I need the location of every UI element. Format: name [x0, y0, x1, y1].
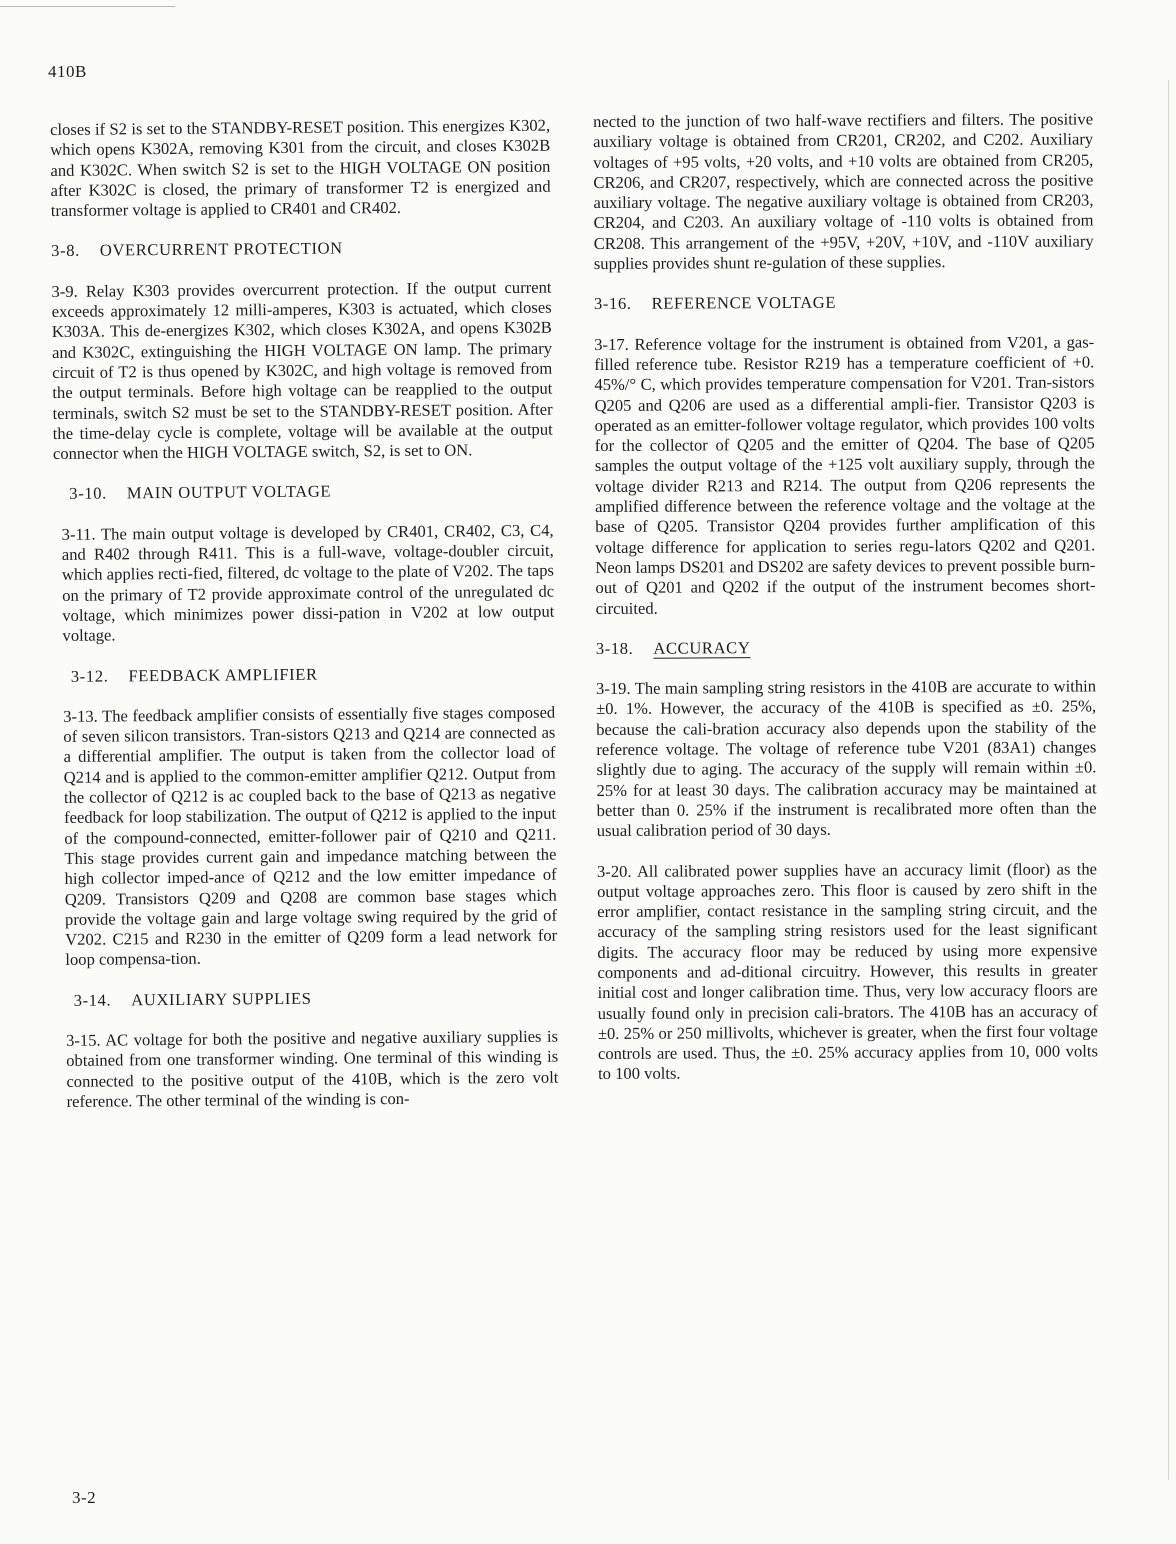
- section-heading-3-10: [53, 480, 553, 505]
- section-heading-3-12: [55, 662, 555, 687]
- paragraph-3-11: 3-11. The main output voltage is developed by CR401, CR402, C3, C4, and R402 through R411. This is a full-wave, voltage-doubler circuit, which applies recti-fied, filtered, dc voltage to the plate of V202. The taps on the primary of T2 provide approximate control of the unregulated dc voltage, which minimizes power dissi-pation in V202 at low output voltage.: [61, 520, 555, 646]
- paragraph-continued: closes if S2 is set to the STANDBY-RESET position. This energizes K302, which opens K302A, removing K301 from the circuit, and closes K302B and K302C. When switch S2 is set to the HIGH VOLTAGE ON position after K302C is closed, the primary of transformer T2 is energized and transformer voltage is applied to CR401 and CR402.: [50, 115, 551, 221]
- page-number: 3-2: [72, 1488, 97, 1507]
- section-title: REFERENCE VOLTAGE: [651, 293, 837, 314]
- right-column: [593, 109, 1098, 1104]
- paragraph-3-13: 3-13. The feedback amplifier consists of essentially five stages composed of seven silicon transistors. Tran-sistors Q213 and Q214 are connected as a differential amplifier. The output is taken from the collector load of Q214 and is applied to the common-emitter amplifier Q212. Output from the collector of Q212 is ac coupled back to the base of Q213 as negative feedback for loop stabilization. The output of Q212 is applied to the input of the compound-connected, emitter-follower pair of Q210 and Q211. This stage provides current gain and impedance matching between the high collector imped-ance of Q212 and the low emitter impedance of Q209. Transistors Q209 and Q208 are common base stages which provide the voltage gain and large voltage swing required by the grid of V202. C215 and R230 in the emitter of Q209 form a lead network for loop compensa-tion.: [63, 702, 558, 970]
- section-number: 3-8.: [51, 241, 80, 261]
- paragraph-3-19: 3-19. The main sampling string resistors in the 410B are accurate to within ±0. 1%. However, the accuracy of the 410B is specified as ±0. 25%, because the cali-bration accuracy also depends upon the stability of the reference voltage. The voltage of reference tube V201 (83A1) changes slightly due to aging. The accuracy of the supply will remain within ±0. 25% for at least 30 days. The calibration accuracy may be maintained at better than 0. 25% if the instrument is recalibrated more often than the usual calibration period of 30 days.: [595, 676, 1097, 841]
- section-title: OVERCURRENT PROTECTION: [99, 238, 343, 261]
- paragraph-3-9: 3-9. Relay K303 provides overcurrent protection. If the output current exceeds approximately 12 milli-amperes, K303 is actuated, which closes K303A. This de-energizes K302, which closes K302A, and opens K302B and K302C, extinguishing the HIGH VOLTAGE ON lamp. The primary circuit of T2 is thus opened by K302C, and high voltage is removed from the output terminals. Before high voltage can be reapplied to the output terminals, switch S2 must be set to the STANDBY-RESET position. After the time-delay cycle is complete, voltage will be available at the output connector when the HIGH VOLTAGE switch, S2, is set to ON.: [51, 277, 553, 464]
- paragraph-continued: nected to the junction of two half-wave rectifiers and filters. The positive auxiliary voltage is obtained from CR201, CR202, and C202. Auxiliary voltages of +95 volts, +20 volts, and +10 volts are obtained from CR205, CR206, and CR207, respectively, which are connected across the positive auxiliary voltage. The negative auxiliary voltage is obtained from CR203, CR204, and C203. An auxiliary voltage of -110 volts is obtained from CR208. This arrangement of the +95V, +20V, +10V, and -110V auxiliary supplies provides shunt re-gulation of these supplies.: [593, 109, 1094, 274]
- paragraph-3-20: 3-20. All calibrated power supplies have an accuracy limit (floor) as the output voltage approaches zero. This floor is caused by zero shift in the error amplifier, contact resistance in the sampling string circuit, and the accuracy of the sampling string resistors used for the least significant digits. The accuracy floor may be reduced by using more expensive components and ad-ditional circuitry. However, this results in greater initial cost and longer calibration time. Thus, very low accuracy floors are usually found only in precision cali-brators. The 410B has an accuracy of ±0. 25% or 250 millivolts, whichever is greater, when the first four voltage controls are used. Thus, the ±0. 25% accuracy applies from 10, 000 volts to 100 volts.: [596, 858, 1098, 1084]
- section-number: 3-10.: [69, 483, 107, 504]
- section-heading-3-8: [51, 237, 551, 262]
- paragraph-3-15: 3-15. AC voltage for both the positive and negative auxiliary supplies is obtained from one transformer winding. One terminal of this winding is connected to the positive output of the 410B, which is the zero volt reference. The other terminal of the winding is con-: [65, 1026, 559, 1111]
- section-number: 3-12.: [70, 666, 109, 686]
- section-title: AUXILIARY SUPPLIES: [131, 988, 312, 1010]
- scan-artifact-top: [0, 6, 175, 7]
- section-title: ACCURACY: [653, 638, 751, 658]
- section-title: FEEDBACK AMPLIFIER: [128, 664, 318, 685]
- section-heading-3-18: [596, 636, 1096, 659]
- section-number: 3-14.: [73, 990, 112, 1010]
- section-title: MAIN OUTPUT VOLTAGE: [126, 482, 332, 503]
- section-number: 3-16.: [593, 294, 632, 314]
- section-number: 3-18.: [595, 638, 634, 658]
- left-column: [50, 116, 559, 1132]
- section-heading-3-14: [58, 986, 558, 1011]
- section-heading-3-16: [594, 292, 1094, 315]
- paragraph-3-17: 3-17. Reference voltage for the instrument is obtained from V201, a gas-filled reference tube. Resistor R219 has a temperature coefficient of +0. 45%/° C, which provides temperature compensation for V201. Tran-sistors Q205 and Q206 are used as a differential ampli-fier. Transistor Q203 is operated as an emitter-follower voltage regulator, which provides 100 volts for the collector of Q205 and the emitter of Q204. The base of Q205 samples the output voltage of the +125 volt auxiliary supply, through the voltage divider R213 and R214. The output from Q206 represents the amplified difference between the reference voltage and the voltage at the base of Q205. Transistor Q204 provides further amplification of this voltage difference for application to series regu-lators Q202 and Q201. Neon lamps DS201 and DS202 are safety devices to prevent possible burn-out of Q201 and Q202 if the output of the instrument becomes short-circuited.: [594, 332, 1096, 618]
- scan-artifact-right-edge: [1168, 80, 1169, 1480]
- model-number: 410B: [48, 62, 87, 81]
